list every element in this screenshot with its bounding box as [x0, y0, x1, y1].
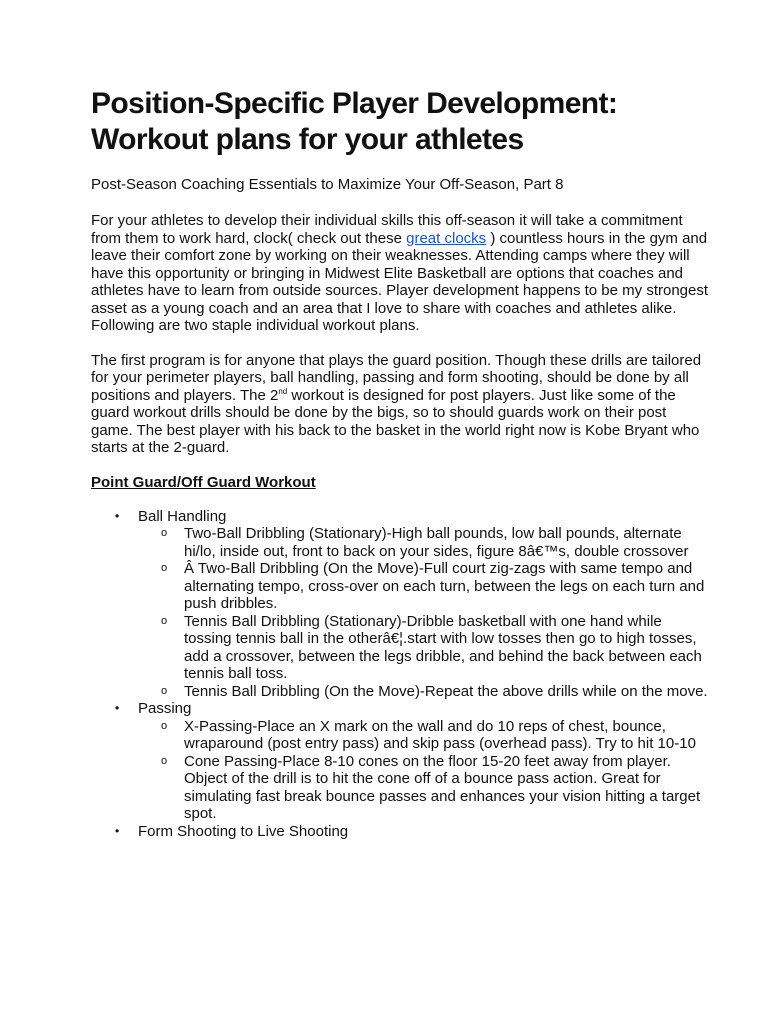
- program-text-after-sup: workout is designed for post players. Just like some of the guard workout drills should be done by the bigs, so to should guards work on their post game. The best player with his back to the basket in the world right now is Kobe Bryant who starts at the 2-guard.: [91, 386, 700, 456]
- circle-bullet-icon: o: [161, 527, 168, 539]
- intro-text-before-link: For your athletes to develop their individual skills this off-season it will take a commitment from them to work hard, clock( check out these: [91, 212, 683, 247]
- sub-list-item-text: Tennis Ball Dribbling (Stationary)-Dribble basketball with one hand while tossing tennis ball in the otherâ€¦.start with low tosses then go to high tosses, add a crossover, between the legs dribble, and behind the back between each tennis ball toss.: [184, 612, 702, 682]
- ordinal-superscript: nd: [278, 386, 288, 396]
- intro-paragraph: [91, 212, 708, 335]
- list-item-label: Passing: [138, 700, 192, 717]
- intro-text-after-link: ) countless hours in the gym and leave their comfort zone by working on their weaknesses. Attending camps where they will have this opportunity or bringing in Midwest Elite Basketball are options that coaches and athletes have to learn from outside sources. Player development happens to be my strongest asset as a young coach and an area that I love to share with coaches and athletes alike. Following are two staple individual workout plans.: [91, 229, 709, 334]
- bullet-icon: •: [115, 701, 120, 715]
- bullet-icon: •: [115, 823, 120, 838]
- sub-list-item-text: X-Passing-Place an X mark on the wall and do 10 reps of chest, bounce, wraparound (post entry pass) and skip pass (overhead pass). Try to hit 10-10: [184, 717, 696, 752]
- circle-bullet-icon: o: [161, 684, 168, 697]
- list-item: [115, 822, 708, 841]
- bullet-icon: •: [115, 508, 120, 523]
- section-heading: Point Guard/Off Guard Workout: [91, 473, 316, 491]
- sub-list-item: [161, 752, 708, 823]
- sub-list-item: [161, 525, 708, 560]
- program-paragraph: [91, 352, 708, 457]
- list-item: [115, 507, 708, 701]
- sub-list: [138, 525, 708, 700]
- circle-bullet-icon: o: [161, 614, 168, 627]
- great-clocks-link[interactable]: great clocks: [406, 229, 487, 247]
- circle-bullet-icon: o: [161, 754, 168, 767]
- sub-list-item-text: Cone Passing-Place 8-10 cones on the floor 15-20 feet away from player. Object of the drill is to hit the cone off of a bounce pass action. Great for simulating fast break bounce passes and enhances your vision hitting a target spot.: [184, 752, 701, 822]
- sub-list-item: [161, 612, 708, 683]
- sub-list-item-text: Two-Ball Dribbling (Stationary)-High ball pounds, low ball pounds, alternate hi/lo, inside out, front to back on your sides, figure 8â€™s, double crossover: [184, 525, 689, 560]
- title-line-2: Workout plans for your athletes: [91, 123, 524, 156]
- program-text-before-sup: The first program is for anyone that plays the guard position. Though these drills are tailored for your perimeter players, ball handling, passing and form shooting, should be done by all positions and players. The 2: [91, 351, 702, 404]
- subtitle: Post-Season Coaching Essentials to Maximize Your Off-Season, Part 8: [91, 176, 564, 193]
- list-item-label: Form Shooting to Live Shooting: [138, 822, 349, 840]
- list-item-label: Ball Handling: [138, 507, 227, 525]
- title-line-1: Position-Specific Player Development:: [91, 87, 618, 120]
- circle-bullet-icon: o: [161, 719, 168, 732]
- circle-bullet-icon: o: [161, 562, 168, 574]
- workout-list: [91, 508, 708, 841]
- sub-list-item: [161, 560, 708, 613]
- page-title: [91, 86, 708, 158]
- sub-list-item: [161, 717, 708, 753]
- sub-list-item-text: Â Two-Ball Dribbling (On the Move)-Full court zig-zags with same tempo and alternating tempo, cross-over on each turn, between the legs on each turn and push dribbles.: [184, 560, 705, 612]
- sub-list-item: [161, 682, 708, 701]
- sub-list: [138, 718, 708, 823]
- list-item: [115, 700, 708, 823]
- sub-list-item-text: Tennis Ball Dribbling (On the Move)-Repeat the above drills while on the move.: [184, 682, 708, 700]
